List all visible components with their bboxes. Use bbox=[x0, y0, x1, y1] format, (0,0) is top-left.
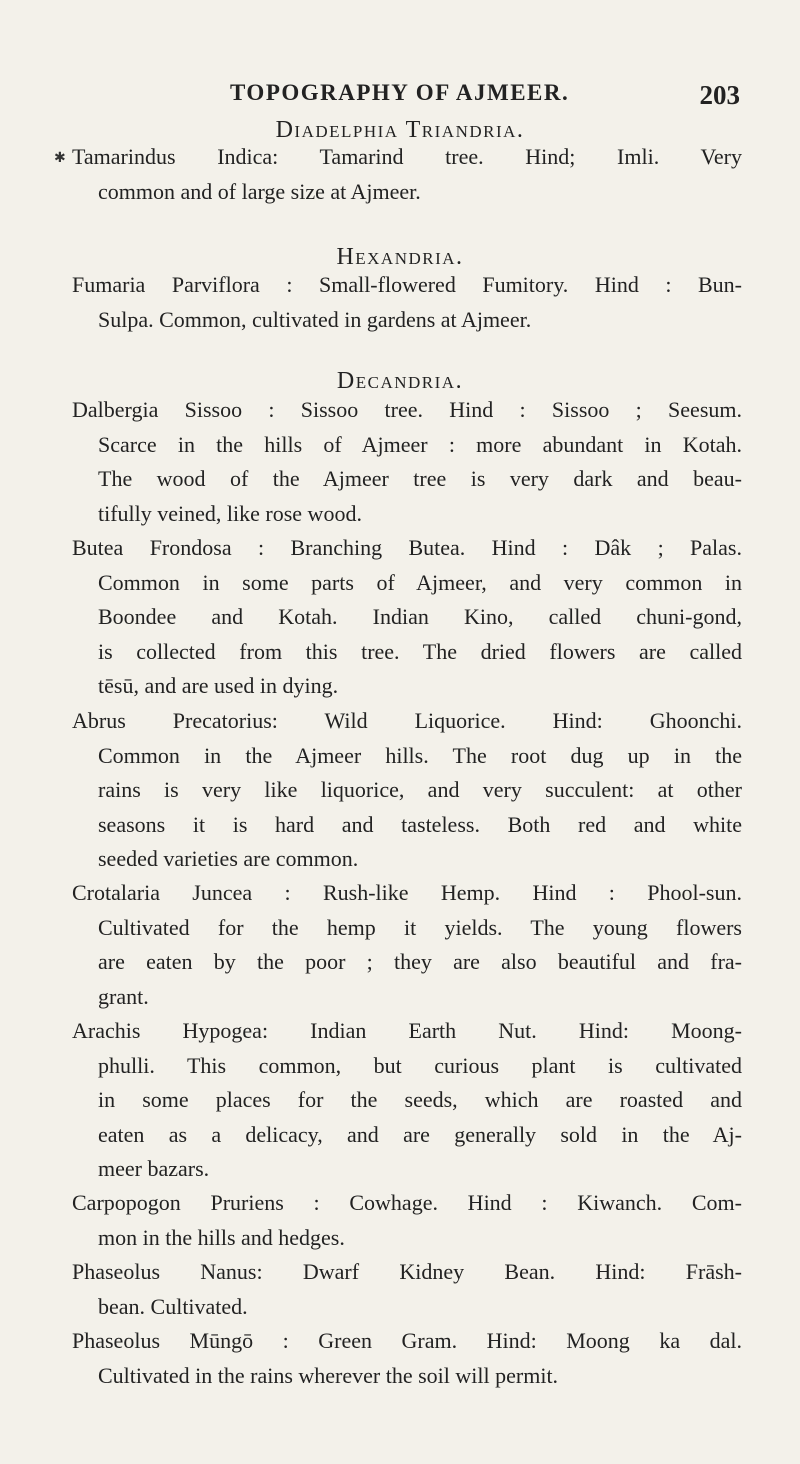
entry-line: tifully veined, like rose wood. bbox=[98, 500, 362, 526]
botanical-entry bbox=[72, 876, 742, 1014]
entry-line: Sulpa. Common, cultivated in gardens at Ajmeer. bbox=[98, 306, 532, 332]
entry-line: Dalbergia Sissoo : Sissoo tree. Hind : Sissoo ; Seesum. bbox=[72, 397, 742, 422]
entry-line: grant. bbox=[98, 983, 149, 1009]
page-number: 203 bbox=[699, 80, 740, 110]
botanical-entry bbox=[72, 393, 742, 531]
botanical-entry bbox=[72, 268, 742, 337]
entry-line: The wood of the Ajmeer tree is very dark and beau- bbox=[98, 466, 742, 491]
entry-line: rains is very like liquorice, and very succulent: at other bbox=[98, 777, 742, 802]
botanical-entry bbox=[72, 531, 742, 704]
entry-line: tēsū, and are used in dying. bbox=[98, 673, 339, 698]
entry-line: eaten as a delicacy, and are generally sold in the Aj- bbox=[98, 1121, 742, 1147]
botanical-entry bbox=[72, 1255, 742, 1324]
entry-line: mon in the hills and hedges. bbox=[98, 1224, 345, 1250]
entry-line: seasons it is hard and tasteless. Both red and white bbox=[98, 811, 742, 837]
entry-line: is collected from this tree. The dried flowers are called bbox=[98, 638, 742, 664]
entry-line: Carpopogon Pruriens : Cowhage. Hind : Kiwanch. Com- bbox=[72, 1190, 742, 1215]
entry-line: meer bazars. bbox=[98, 1156, 210, 1181]
botanical-entry bbox=[72, 1014, 742, 1187]
entry-line: Common in some parts of Ajmeer, and very common in bbox=[98, 569, 742, 595]
entry-line: in some places for the seeds, which are roasted and bbox=[98, 1087, 742, 1112]
entry-line: Fumaria Parviflora : Small-flowered Fumitory. Hind : Bun- bbox=[72, 272, 742, 297]
entry-line: phulli. This common, but curious plant is cultivated bbox=[98, 1052, 742, 1078]
botanical-entry bbox=[72, 704, 742, 877]
botanical-entry bbox=[72, 1186, 742, 1255]
entry-line: Crotalaria Juncea : Rush-like Hemp. Hind : Phool-sun. bbox=[72, 880, 742, 905]
entry-line: Tamarindus Indica: Tamarind tree. Hind; Imli. Very bbox=[72, 144, 742, 169]
section-heading: Decandria. bbox=[336, 368, 464, 394]
botanical-entry bbox=[72, 140, 742, 209]
entry-line: Butea Frondosa : Branching Butea. Hind : Dâk ; Palas. bbox=[72, 535, 742, 560]
section-heading: Hexandria. bbox=[336, 244, 464, 270]
entry-line: are eaten by the poor ; they are also beautiful and fra- bbox=[98, 949, 742, 974]
running-head-title: TOPOGRAPHY OF AJMEER. bbox=[230, 80, 570, 105]
entry-line: Scarce in the hills of Ajmeer : more abundant in Kotah. bbox=[98, 431, 742, 457]
entry-line: bean. Cultivated. bbox=[98, 1293, 248, 1319]
entry-line: Abrus Precatorius: Wild Liquorice. Hind: Ghoonchi. bbox=[72, 708, 742, 733]
entry-line: Arachis Hypogea: Indian Earth Nut. Hind: Moong- bbox=[72, 1018, 742, 1043]
entry-line: Phaseolus Nanus: Dwarf Kidney Bean. Hind: Frāsh- bbox=[72, 1259, 742, 1284]
margin-asterisk-icon: ✱ bbox=[54, 151, 66, 166]
botanical-entry bbox=[72, 1324, 742, 1393]
section-heading: Diadelphia Triandria. bbox=[275, 117, 525, 143]
entry-line: seeded varieties are common. bbox=[98, 846, 359, 871]
entry-line: Cultivated for the hemp it yields. The young flowers bbox=[98, 914, 742, 940]
entry-line: Cultivated in the rains wherever the soil will permit. bbox=[98, 1362, 559, 1388]
entry-line: Common in the Ajmeer hills. The root dug up in the bbox=[98, 742, 742, 768]
entry-line: Boondee and Kotah. Indian Kino, called chuni-gond, bbox=[98, 604, 742, 629]
entry-line: common and of large size at Ajmeer. bbox=[98, 178, 421, 204]
entry-line: Phaseolus Mūngō : Green Gram. Hind: Moong ka dal. bbox=[72, 1328, 742, 1353]
